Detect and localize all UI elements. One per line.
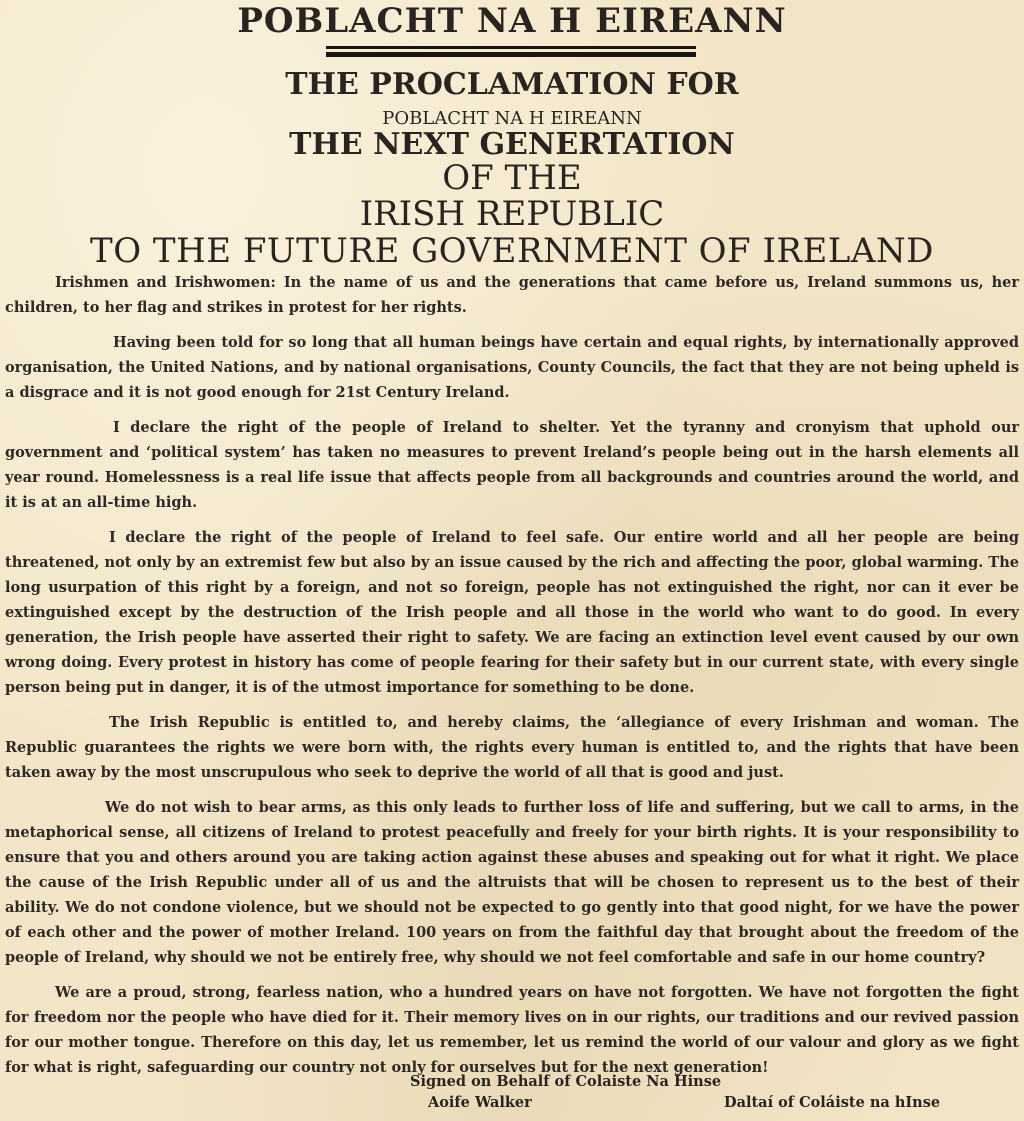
title-rule-thin xyxy=(326,46,696,49)
subtitle-heading: POBLACHT NA H EIREANN xyxy=(382,108,642,129)
signatory-name: Aoife Walker xyxy=(428,1094,532,1111)
signed-on-behalf-text: Signed on Behalf of Colaiste Na Hinse xyxy=(410,1073,722,1090)
paragraph-1: Irishmen and Irishwomen: In the name of us and the generations that came before us, Ireland summons us, her children, to her flag and strikes in protest for her rights. xyxy=(5,274,1019,316)
title-double-rule xyxy=(326,46,696,58)
next-generation-heading: THE NEXT GENERTATION xyxy=(289,127,735,162)
paragraph-3: I declare the right of the people of Ireland to shelter. Yet the tyranny and cronyism that uphold our government and ‘political system’ has taken no measures to prevent Ireland’s people being out in the harsh elements all year round. Homelessness is a real life issue that affects people from all backgrounds and countries around the world, and it is at an all-time high. xyxy=(5,419,1019,511)
title-rule-thick xyxy=(326,52,696,57)
paragraph-2: Having been told for so long that all human beings have certain and equal rights, by internationally approved organisation, the United Nations, and by national organisations, County Councils, the fact that they are not being upheld is a disgrace and it is not good enough for 21st Century Ireland. xyxy=(5,334,1019,401)
irish-republic-heading: IRISH REPUBLIC xyxy=(359,194,665,234)
paragraph-6: We do not wish to bear arms, as this only leads to further loss of life and suffering, but we call to arms, in the metaphorical sense, all citizens of Ireland to protest peacefully and freely for your birth rights. It is your responsibility to ensure that you and others around you are taking action against these abuses and speaking out for what it right. We place the cause of the Irish Republic under all of us and the altruists that will be chosen to represent us to the best of their ability. We do not condone violence, but we should not be expected to go gently into that good night, for we have the power of each other and the power of mother Ireland. 100 years on from the faithful day that brought about the freedom of the people of Ireland, why should we not be entirely free, why should we not feel comfortable and safe in our home country? xyxy=(5,799,1019,966)
proclamation-for-heading: THE PROCLAMATION FOR xyxy=(285,67,739,102)
signatory-group: Daltaí of Coláiste na hInse xyxy=(724,1094,941,1111)
paragraph-4: I declare the right of the people of Ireland to feel safe. Our entire world and all her people are being threatened, not only by an extremist few but also by an issue caused by the rich and affecting the poor, global warming. The long usurpation of this right by a foreign, and not so foreign, people has not extinguished the right, nor can it ever be extinguished except by the destruction of the Irish people and all those in the world who want to do good. In every generation, the Irish people have asserted their right to safety. We are facing an extinction level event caused by our own wrong doing. Every protest in history has come of people fearing for their safety but in our current state, with every single person being put in danger, it is of the utmost importance for something to be done. xyxy=(5,529,1019,696)
paragraph-7: We are a proud, strong, fearless nation, who a hundred years on have not forgotten. We have not forgotten the fight for freedom nor the people who have died for it. Their memory lives on in our rights, our traditions and our revived passion for our mother tongue. Therefore on this day, let us remember, let us remind the world of our valour and glory as we fight for what is right, safeguarding our country not only for ourselves but for the next generation! xyxy=(5,984,1019,1076)
of-the-heading: OF THE xyxy=(442,158,582,198)
page-title: POBLACHT NA H EIREANN xyxy=(237,1,787,41)
proclamation-body xyxy=(5,270,1019,1090)
paragraph-5: The Irish Republic is entitled to, and hereby claims, the ‘allegiance of every Irishman and woman. The Republic guarantees the rights we were born with, the rights every human is entitled to, and the rights that have been taken away by the most unscrupulous who seek to deprive the world of all that is good and just. xyxy=(5,714,1019,781)
future-government-heading: TO THE FUTURE GOVERNMENT OF IRELAND xyxy=(90,231,934,271)
